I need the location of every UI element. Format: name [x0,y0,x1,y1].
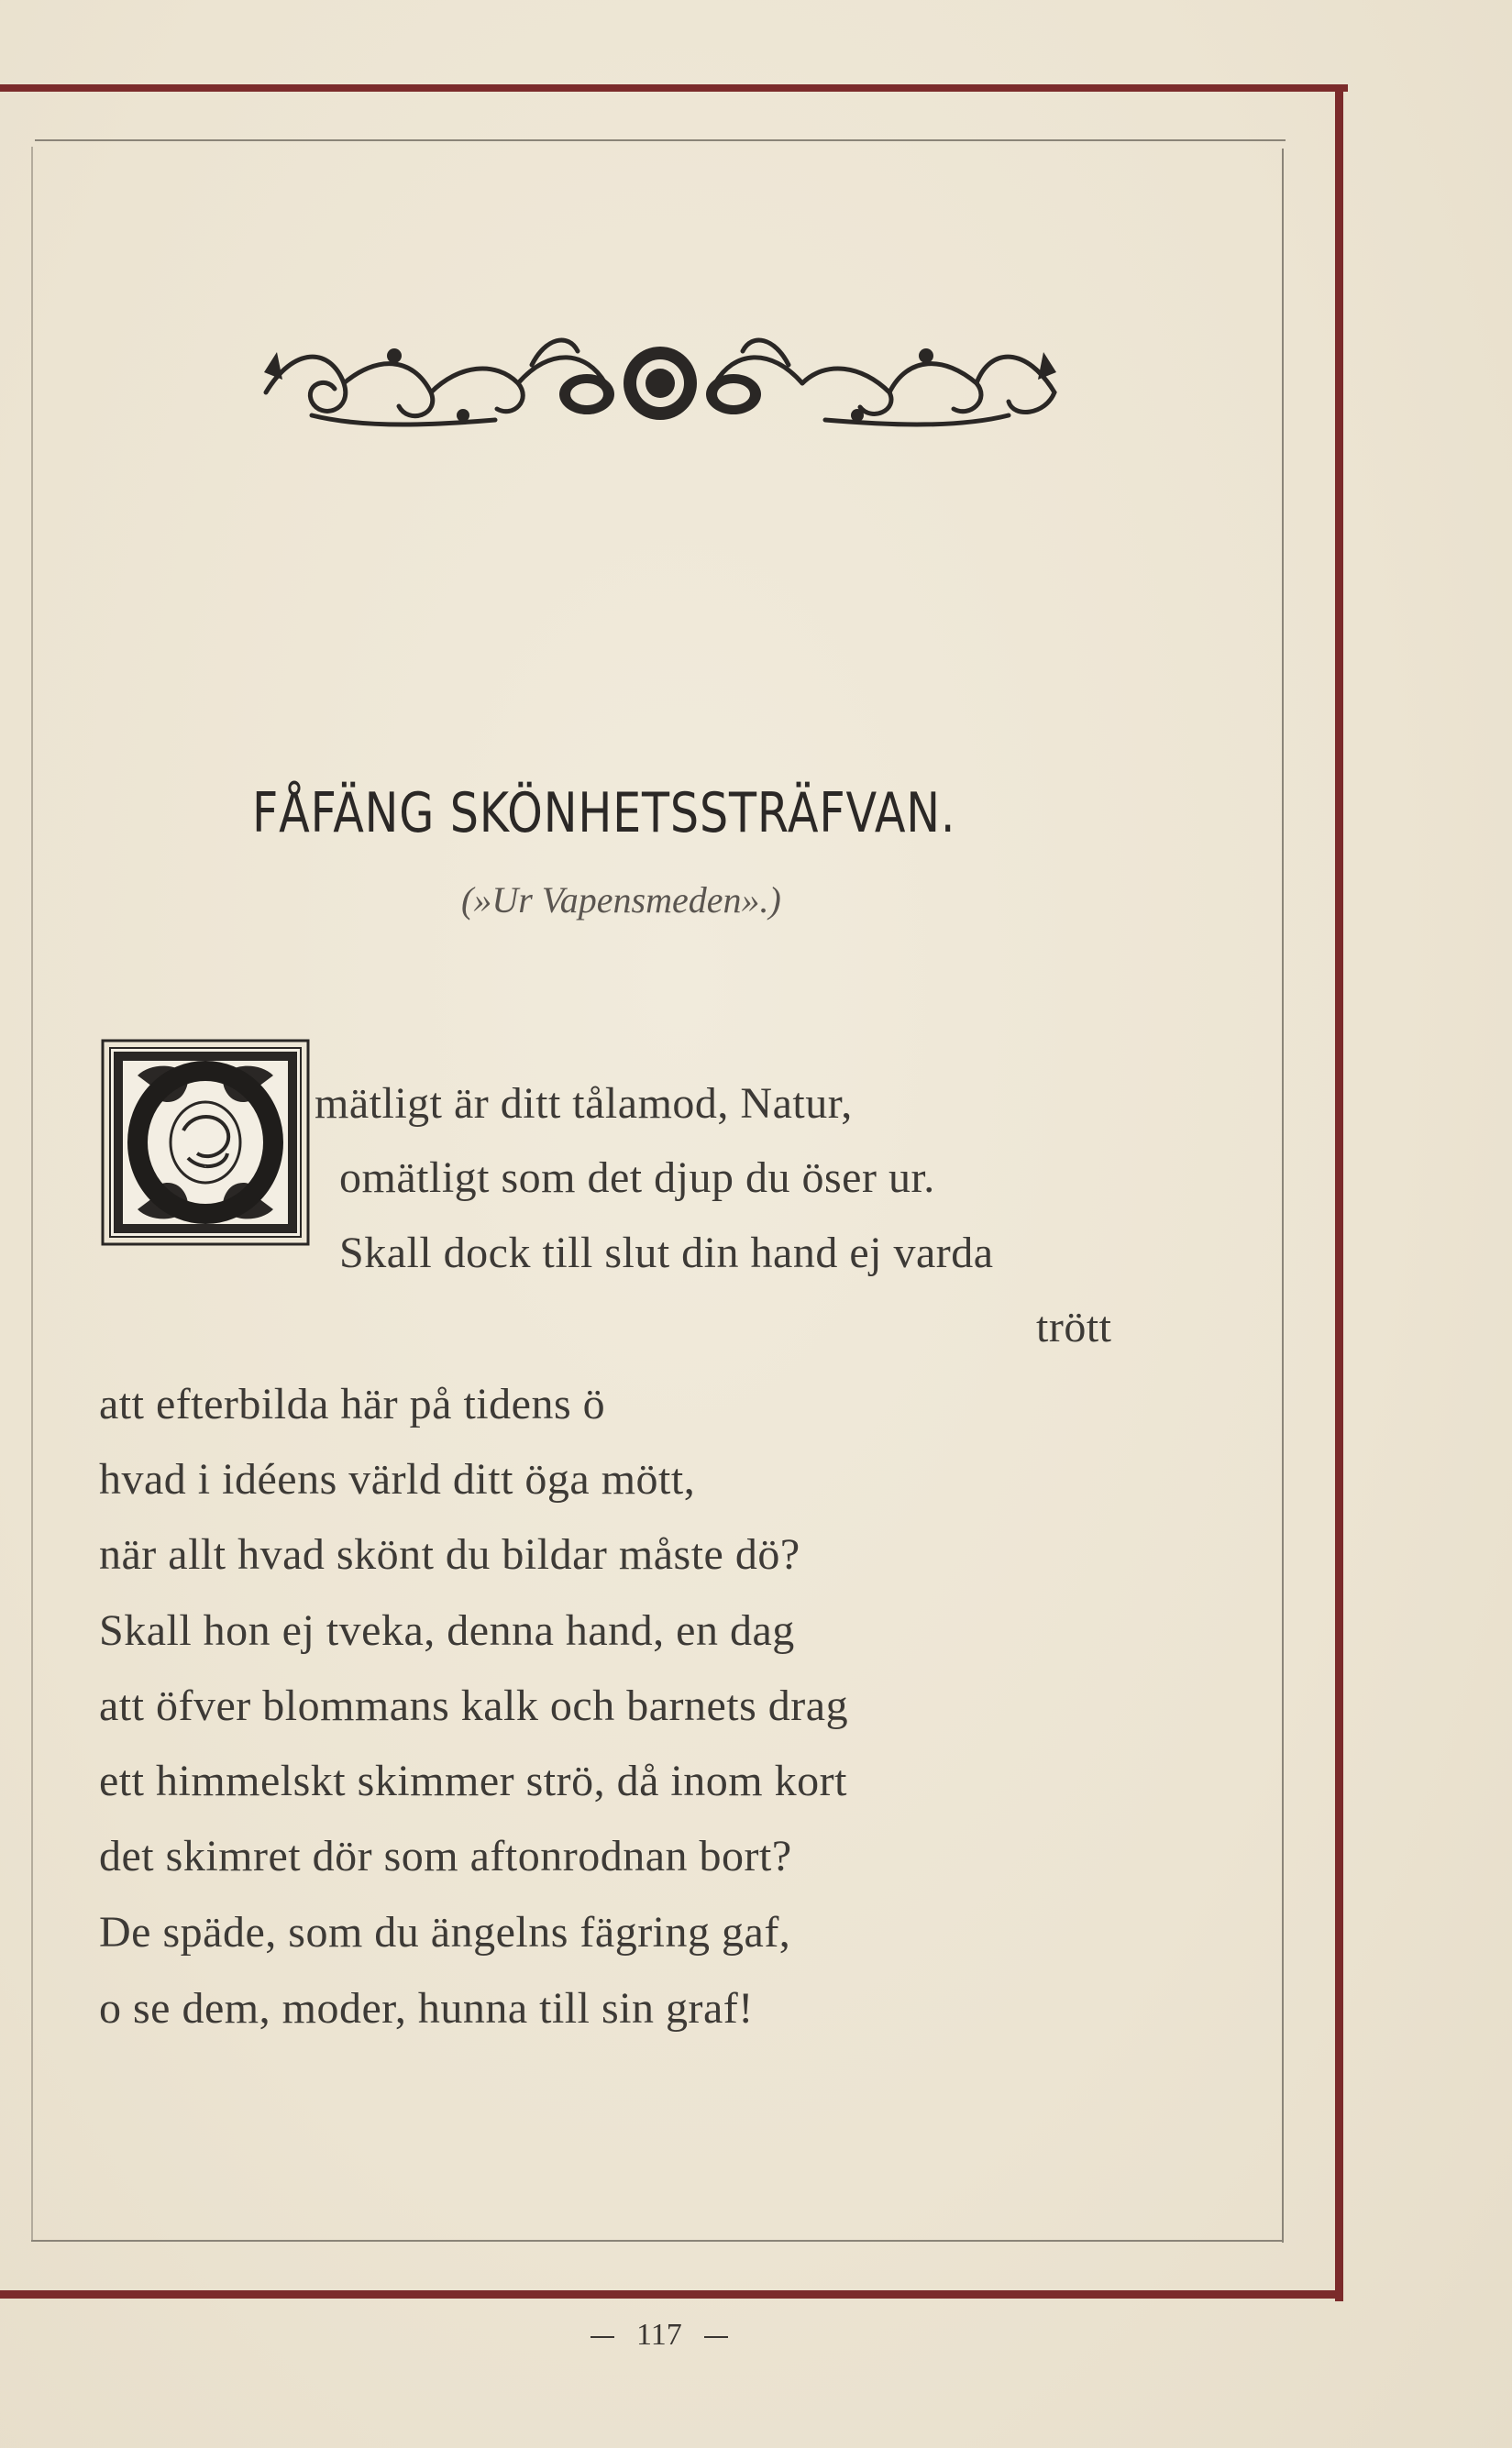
inner-frame-left-rule [31,147,33,2241]
frame-right-red-rule [1335,92,1343,2301]
page-number [568,2318,734,2353]
poem-line-13: o se dem, moder, hunna till sin graf! [99,1984,754,2033]
poem-line-7: när allt hvad skönt du bildar måste dö? [99,1530,800,1579]
poem-line-11: det skimret dör som aftonrodnan bort? [99,1832,792,1880]
poem-line-8: Skall hon ej tveka, denna hand, en dag [99,1606,795,1655]
poem-title: FÅFÄNG SKÖNHETSSTRÄFVAN. [252,781,956,845]
decorated-initial-icon [101,1039,310,1246]
frame-bottom-red-rule [0,2290,1343,2299]
poem-line-6: hvad i idéens värld ditt öga mött, [99,1455,696,1504]
poem-line-12: De späde, som du ängelns fägring gaf, [99,1908,791,1957]
page-number-value: 117 [636,2318,682,2352]
inner-frame-bottom-rule [31,2240,1284,2242]
initial-letter: O [204,1166,206,1168]
page-number-dash-left [590,2336,614,2338]
poem-line-2: omätligt som det djup du öser ur. [339,1153,935,1202]
poem-line-9: att öfver blommans kalk och barnets drag [99,1682,849,1730]
page-number-dash-right [704,2336,728,2338]
poem-line-3: Skall dock till slut din hand ej varda [339,1229,994,1277]
poem-line-5: att efterbilda här på tidens ö [99,1380,606,1428]
inner-frame-top-rule [35,139,1286,141]
floral-ornament-icon [257,328,1064,436]
poem-subtitle: (»Ur Vapensmeden».) [461,879,781,921]
poem-line-1: mätligt är ditt tålamod, Natur, [315,1079,853,1128]
inner-frame-right-rule [1282,149,1284,2243]
poem-line-4: trött [1036,1303,1112,1351]
poem-line-10: ett himmelskt skimmer strö, då inom kort [99,1757,847,1805]
frame-top-red-rule [0,84,1348,92]
